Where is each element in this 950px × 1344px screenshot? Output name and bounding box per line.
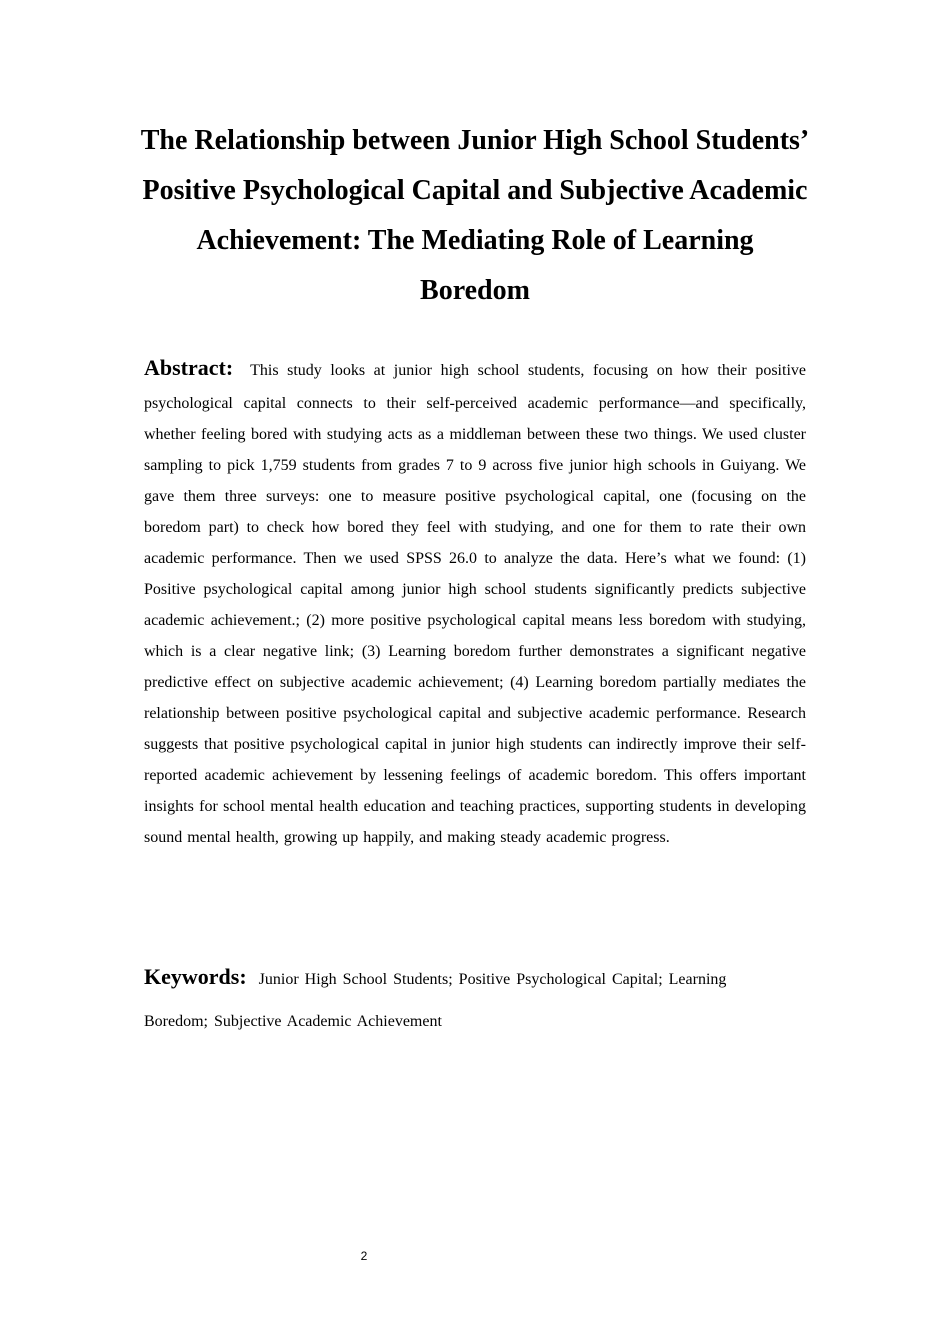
- abstract-text: This study looks at junior high school students, focusing on how their positive psychological capital connects to their self-perceived academic performance—and specifically, whether feeling bored with studying acts as a middleman between these two things. We used cluster sampling to pick 1,759 students from grades 7 to 9 across five junior high schools in Guiyang. We gave them three surveys: one to measure positive psychological capital, one (focusing on the boredom part) to check how bored they feel with studying, and one for them to rate their own academic performance. Then we used SPSS 26.0 to analyze the data. Here’s what we found: (1) Positive psychological capital among junior high school students significantly predicts subjective academic achievement.; (2) more positive psychological capital means less boredom with studying, which is a clear negative link; (3) Learning boredom further demonstrates a significant negative predictive effect on subjective academic achievement; (4) Learning boredom partially mediates the relationship between positive psychological capital and subjective academic performance. Research suggests that positive psychological capital in junior high students can indirectly improve their self-reported academic achievement by lessening feelings of academic boredom. This offers important insights for school mental health education and teaching practices, supporting students in developing sound mental health, growing up happily, and making steady academic progress.: [144, 362, 806, 846]
- keywords-text: Junior High School Students; Positive Psychological Capital; Learning Boredom; Subjective Academic Achievement: [144, 971, 727, 1030]
- abstract-label: Abstract:: [144, 355, 234, 380]
- keywords-section: [144, 956, 764, 1043]
- keywords-label: Keywords:: [144, 964, 247, 989]
- page-number: 2: [360, 1249, 368, 1263]
- abstract-section: [144, 348, 806, 853]
- paper-title: The Relationship between Junior High School Students’ Positive Psychological Capital and Subjective Academic Achievement: The Mediating Role of Learning Boredom: [140, 125, 810, 306]
